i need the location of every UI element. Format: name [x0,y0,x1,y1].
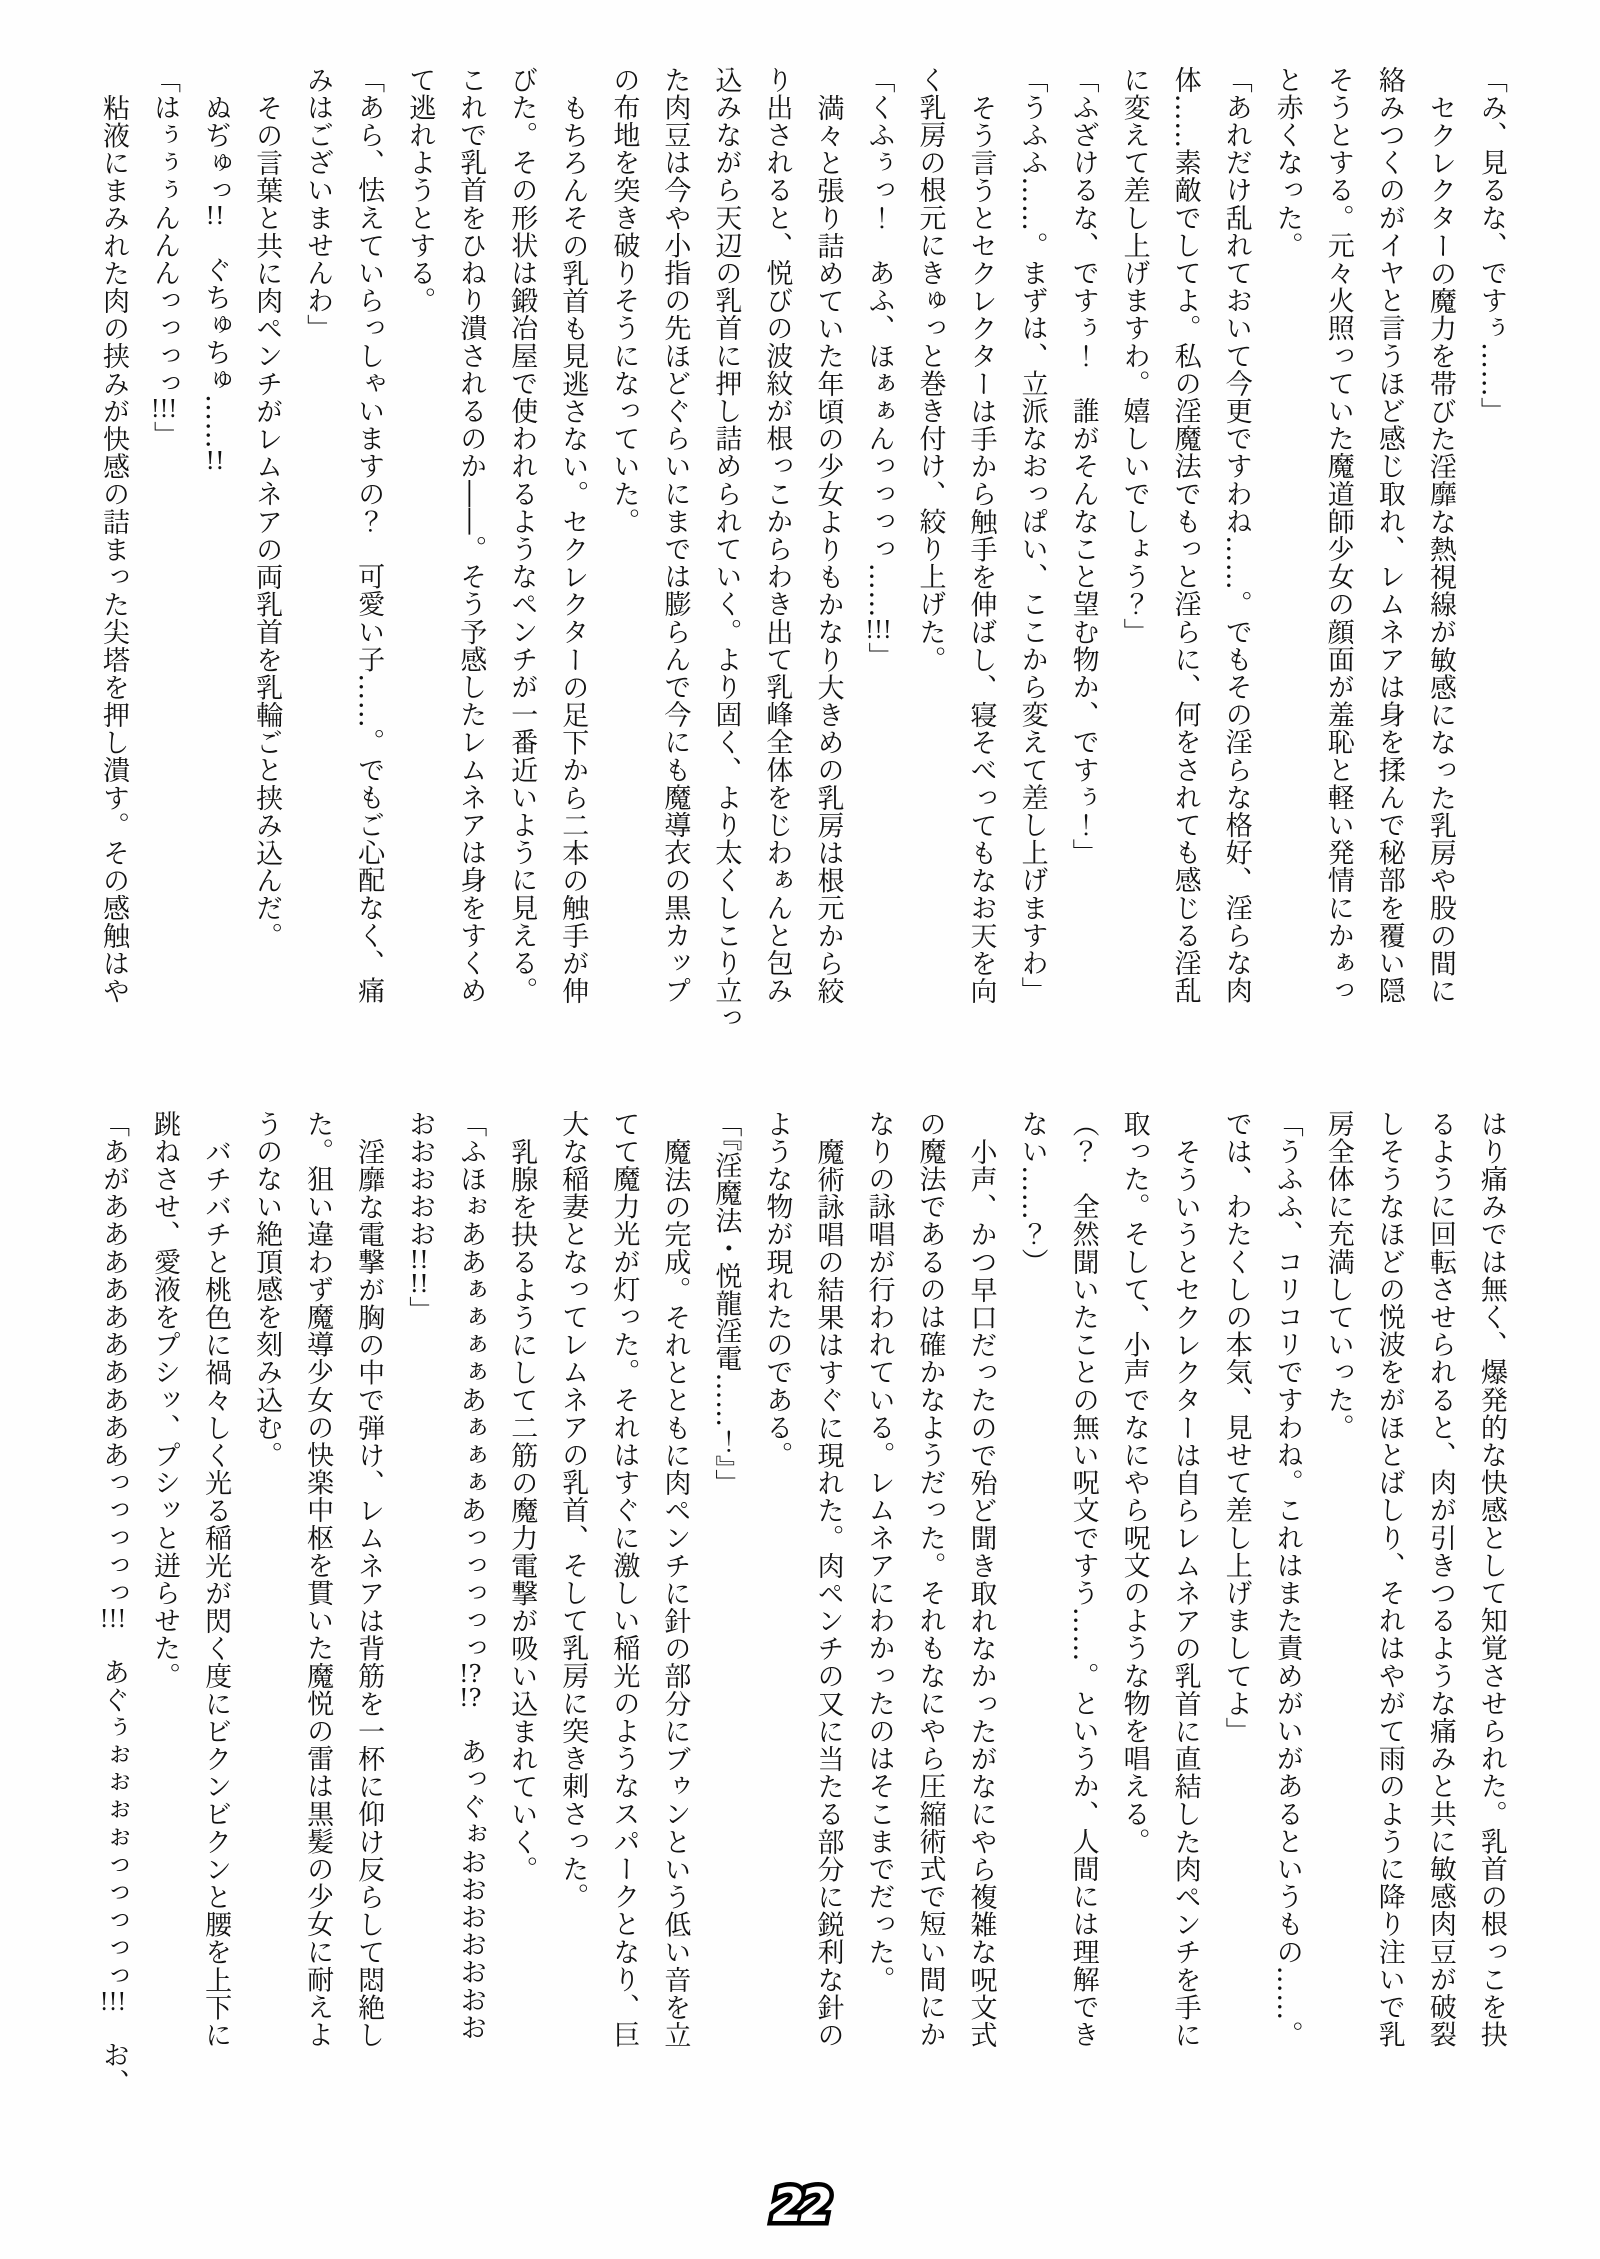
text-column: 小声、かつ早口だったので殆ど聞き取れなかったがなにやら複雑な呪文式 [965,1138,997,2049]
exclamation-cluster: !! [205,204,225,229]
text-column: 「はぅぅぅんんんっっっっ!!!」 [149,66,181,449]
text-column: 満々と張り詰めていた年頃の少女よりもかなり大きめの乳房は根元から絞 [812,94,844,1005]
text-column: 乳腺を抉るようにして二筋の魔力電撃が吸い込まれていく。 [506,1138,538,1884]
text-column: と赤くなった。 [1271,66,1303,260]
page-number: 22 [771,2178,828,2232]
text-column: （？ 全然聞いたことの無い呪文ですう……。というか、人間には理解でき [1067,1110,1099,2049]
text-column: た。狙い違わず魔導少女の快楽中枢を貫いた魔悦の雷は黒髪の少女に耐えよ [302,1110,334,2049]
text-column: 「み、見るな、ですぅ……」 [1475,66,1507,425]
text-column: く乳房の根元にきゅっと巻き付け、絞り上げた。 [914,66,946,674]
text-column: その言葉と共に肉ペンチがレムネアの両乳首を乳輪ごと挟み込んだ。 [251,94,283,950]
text-column: 「あら、怯えていらっしゃいますの？ 可愛い子……。でもご心配なく、痛 [353,66,385,1005]
text-column: では、わたくしの本気、見せて差し上げましてよ」 [1220,1110,1252,1745]
text-column: おおおおお!!!!」 [404,1110,436,1324]
text-column: 「うふふ……。まずは、立派なおっぱい、ここから変えて差し上げますわ」 [1016,66,1048,1005]
text-column: 跳ねさせ、愛液をプシッ、プシッと迸らせた。 [149,1110,181,1690]
text-column: 「ふほぉああぁぁぁぁあぁぁぁあっっっっっ!?!? あっぐぉおおおおおおお [455,1110,487,2042]
text-column: ような物が現れたのである。 [761,1110,793,1469]
text-column: 「くふぅっ！ あふ、ほぁぁんっっっっ……!!!」 [863,66,895,670]
exclamation-cluster: !! [409,1248,429,1272]
text-column: 取った。そして、小声でなにやら呪文のような物を唱える。 [1118,1110,1150,1856]
text-column: しそうなほどの悦波をがほとばしり、それはやがて雨のように降り注いで乳 [1373,1110,1405,2049]
text-column: 「あれだけ乱れておいて今更ですわね……。でもその淫らな格好、淫らな肉 [1220,66,1252,1005]
text-column: ぬぢゅっ!! ぐちゅちゅ……!! [200,94,232,474]
top-text-block [97,66,1505,1061]
text-column: 房全体に充満していった。 [1322,1110,1354,1442]
text-column: るように回転させられると、肉が引きつるような痛みと共に敏感肉豆が破裂 [1424,1110,1456,2049]
text-column: た肉豆は今や小指の先ほどぐらいにまでは膨らんで今にも魔導衣の黒カップ [659,66,691,1005]
text-column: みはございませんわ」 [302,66,334,342]
text-column: 絡みつくのがイヤと言うほど感じ取れ、レムネアは身を揉んで秘部を覆い隠 [1373,66,1405,1005]
exclamation-cluster: !!! [99,1606,127,1631]
text-column: そういうとセクレクターは自らレムネアの乳首に直結した肉ペンチを手に [1169,1138,1201,2049]
text-column: 「あがああああああああああっっっっっ!!! あぐぅぉぉぉぉっっっっっ!!! お、 [98,1110,129,2097]
text-column: 粘液にまみれた肉の挟みが快感の詰まった尖塔を押し潰す。その感触はや [98,94,129,1005]
exclamation-cluster: !! [205,449,225,474]
text-column: 体……素敵でしてよ。私の淫魔法でもっと淫らに、何をされても感じる淫乱 [1169,66,1201,1005]
text-column: そうとする。元々火照っていた魔道師少女の顔面が羞恥と軽い発情にかぁっ [1322,66,1354,1005]
text-column: バチバチと桃色に禍々しく光る稲光が閃く度にビクンビクンと腰を上下に [200,1138,232,2049]
exclamation-cluster: !! [409,1272,429,1296]
text-column: これで乳首をひねり潰されるのか――。そう予感したレムネアは身をすくめ [455,66,487,1005]
text-column: うのない絶頂感を刻み込む。 [251,1110,283,1469]
text-column: 「『淫魔法・悦龍淫電……！』」 [710,1110,742,1497]
text-column: そう言うとセクレクターは手から触手を伸ばし、寝そべってもなお天を向 [965,94,997,1005]
exclamation-cluster: !!! [150,397,178,422]
exclamation-cluster: !? [458,1662,482,1686]
text-column: びた。その形状は鍛冶屋で使われるようなペンチが一番近いように見える。 [506,66,538,1005]
text-column: もちろんその乳首も見逃さない。セクレクターの足下から二本の触手が伸 [557,94,589,1005]
text-column: てて魔力光が灯った。それはすぐに激しい稲光のようなスパークとなり、巨 [608,1110,640,2049]
exclamation-cluster: !!! [865,618,892,642]
text-column: 込みながら天辺の乳首に押し詰められていく。より固く、より太くしこり立っ [710,66,742,1032]
text-column: 大な稲妻となってレムネアの乳首、そして乳房に突き刺さった。 [557,1110,589,1911]
text-column: 魔法の完成。それとともに肉ペンチに針の部分にブゥンという低い音を立 [659,1138,691,2049]
text-column: 魔術詠唱の結果はすぐに現れた。肉ペンチの又に当たる部分に鋭利な針の [812,1138,844,2049]
text-column: 淫靡な電撃が胸の中で弾け、レムネアは背筋を一杯に仰け反らして悶絶し [353,1138,385,2049]
text-column: はり痛みでは無く、爆発的な快感として知覚させられた。乳首の根っこを抉 [1475,1110,1507,2049]
text-column: なりの詠唱が行われている。レムネアにわかったのはそこまでだった。 [863,1110,895,1994]
exclamation-cluster: !? [458,1686,482,1710]
text-column: り出されると、悦びの波紋が根っこからわき出て乳峰全体をじわぁんと包み [761,66,793,1005]
text-column: に変えて差し上げますわ。嬉しいでしょう？」 [1118,66,1150,646]
text-column: て逃れようとする。 [404,66,436,315]
text-column: の布地を突き破りそうになっていた。 [608,66,640,536]
text-column: 「ふざけるな、ですぅ！ 誰がそんなこと望む物か、ですぅ！」 [1067,66,1099,867]
text-column: 「うふふ、コリコリですわね。これはまた責めがいがあるというもの……。 [1271,1110,1303,2049]
text-column: の魔法であるのは確かなようだった。それもなにやら圧縮術式で短い間にか [914,1110,946,2049]
bottom-text-block [97,1110,1505,2130]
text-column: セクレクターの魔力を帯びた淫靡な熱視線が敏感になった乳房や股の間に [1424,94,1456,1005]
exclamation-cluster: !!! [99,1989,127,2014]
text-column: ない……？） [1016,1110,1048,1276]
